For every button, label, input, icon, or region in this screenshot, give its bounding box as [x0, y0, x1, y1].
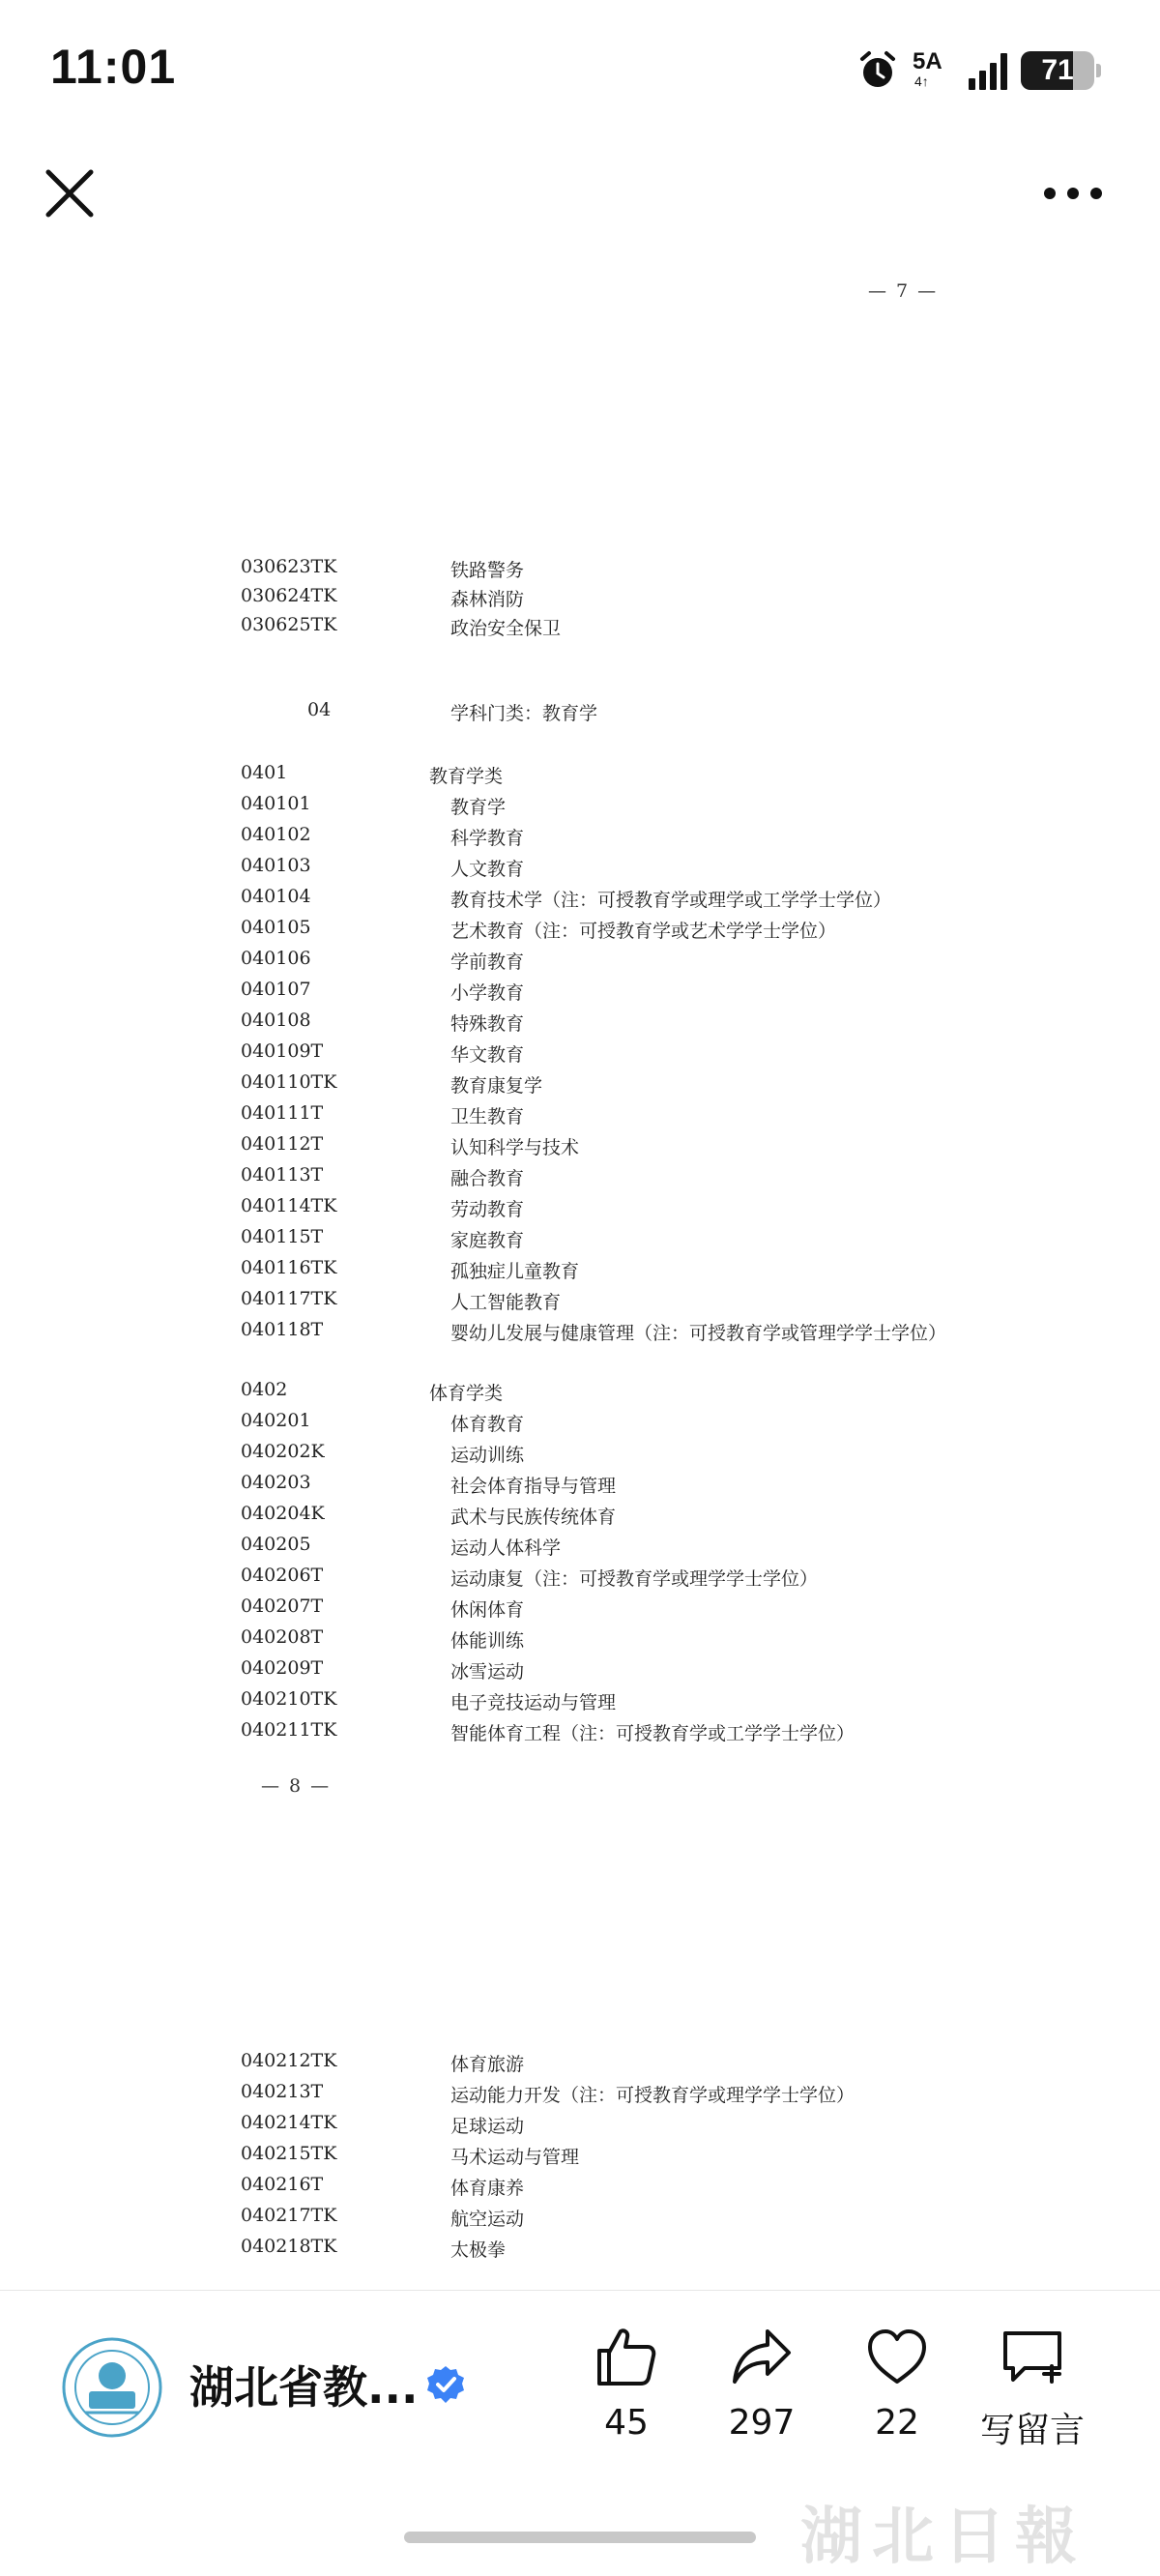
major-code: 040112T	[241, 1133, 324, 1155]
major-name: 智能体育工程（注：可授教育学或工学学士学位）	[450, 1723, 856, 1744]
major-code: 040115T	[241, 1226, 324, 1247]
major-code: 040205	[241, 1534, 311, 1555]
major-code: 040207T	[241, 1595, 324, 1617]
major-name: 体育康养	[450, 2178, 525, 2199]
major-name: 冰雪运动	[450, 1661, 525, 1683]
comment-icon	[1000, 2324, 1065, 2389]
favorite-count: 22	[875, 2403, 919, 2443]
major-name: 太极拳	[450, 2239, 507, 2261]
major-name: 华文教育	[450, 1044, 525, 1066]
major-code: 040118T	[241, 1319, 324, 1340]
major-name: 科学教育	[450, 828, 525, 849]
major-code: 040218TK	[241, 2236, 337, 2257]
page-number-top: — 7 —	[868, 280, 939, 302]
major-name: 武术与民族传统体育	[450, 1507, 617, 1528]
major-code: 040104	[241, 886, 311, 907]
write-comment-button[interactable]	[974, 2324, 1090, 2459]
home-indicator[interactable]	[404, 2532, 756, 2543]
category-name: 体育学类	[429, 1383, 504, 1404]
category-code: 0402	[241, 1379, 288, 1400]
major-code: 030623TK	[241, 556, 337, 577]
share-icon	[729, 2324, 795, 2389]
major-code: 040216T	[241, 2174, 324, 2195]
share-count: 297	[728, 2403, 796, 2443]
major-name: 政治安全保卫	[450, 618, 562, 639]
like-count: 45	[604, 2403, 649, 2443]
major-code: 040109T	[241, 1040, 324, 1062]
major-code: 040105	[241, 917, 311, 938]
major-name: 教育康复学	[450, 1075, 543, 1097]
major-name: 运动能力开发（注：可授教育学或理学学士学位）	[450, 2085, 856, 2106]
major-name: 社会体育指导与管理	[450, 1476, 617, 1497]
major-code: 040213T	[241, 2081, 324, 2102]
major-code: 040210TK	[241, 1688, 337, 1710]
major-name: 运动康复（注：可授教育学或理学学士学位）	[450, 1568, 819, 1590]
major-name: 航空运动	[450, 2209, 525, 2230]
major-code: 040110TK	[241, 1071, 337, 1093]
status-time: 11:01	[50, 40, 177, 94]
category-name: 教育学类	[429, 766, 504, 787]
account-name[interactable]: 湖北省教...	[189, 2361, 419, 2414]
major-code: 040117TK	[241, 1288, 337, 1309]
major-code: 040215TK	[241, 2143, 337, 2164]
major-code: 040211TK	[241, 1719, 337, 1741]
major-code: 040214TK	[241, 2112, 337, 2133]
discipline-code: 04	[307, 699, 332, 720]
major-name: 森林消防	[450, 589, 525, 610]
major-code: 030625TK	[241, 614, 337, 635]
heart-icon	[864, 2324, 930, 2389]
category-code: 0401	[241, 762, 288, 783]
major-name: 小学教育	[450, 982, 525, 1004]
major-name: 马术运动与管理	[450, 2147, 580, 2168]
battery-level: 71	[1041, 54, 1074, 86]
major-code: 040206T	[241, 1565, 324, 1586]
account-avatar[interactable]	[62, 2337, 162, 2438]
major-name: 婴幼儿发展与健康管理（注：可授教育学或管理学学士学位）	[450, 1323, 947, 1344]
major-code: 040106	[241, 948, 311, 969]
data-arrows: 4↑	[914, 73, 929, 89]
major-name: 铁路警务	[450, 560, 525, 581]
major-name: 特殊教育	[450, 1013, 525, 1035]
major-code: 040107	[241, 979, 311, 1000]
major-name: 人文教育	[450, 859, 525, 880]
major-code: 040114TK	[241, 1195, 337, 1216]
major-code: 040202K	[241, 1441, 325, 1462]
major-code: 040201	[241, 1410, 311, 1431]
major-name: 劳动教育	[450, 1199, 525, 1220]
major-code: 040102	[241, 824, 311, 845]
major-code: 040204K	[241, 1503, 325, 1524]
verified-badge-icon	[425, 2364, 466, 2405]
major-name: 体育旅游	[450, 2054, 525, 2075]
major-name: 认知科学与技术	[450, 1137, 580, 1158]
bottom-action-bar	[0, 2290, 1160, 2484]
major-name: 体能训练	[450, 1630, 525, 1652]
major-name: 融合教育	[450, 1168, 525, 1189]
major-name: 教育技术学（注：可授教育学或理学或工学学士学位）	[450, 890, 892, 911]
major-name: 体育教育	[450, 1414, 525, 1435]
major-code: 030624TK	[241, 585, 337, 606]
discipline-name: 学科门类：教育学	[450, 703, 598, 724]
major-code: 040208T	[241, 1626, 324, 1648]
major-name: 艺术教育（注：可授教育学或艺术学学士学位）	[450, 921, 837, 942]
favorite-button[interactable]	[839, 2324, 955, 2459]
share-button[interactable]	[704, 2324, 820, 2459]
major-code: 040116TK	[241, 1257, 337, 1278]
major-code: 040111T	[241, 1102, 324, 1124]
major-name: 运动人体科学	[450, 1537, 562, 1559]
major-code: 040203	[241, 1472, 311, 1493]
major-code: 040108	[241, 1010, 311, 1031]
major-name: 学前教育	[450, 951, 525, 973]
major-name: 足球运动	[450, 2116, 525, 2137]
network-type: 5A	[913, 48, 942, 74]
thumbs-up-icon	[594, 2324, 659, 2389]
major-name: 孤独症儿童教育	[450, 1261, 580, 1282]
major-code: 040217TK	[241, 2205, 337, 2226]
major-name: 运动训练	[450, 1445, 525, 1466]
major-code: 040212TK	[241, 2050, 337, 2071]
like-button[interactable]	[568, 2324, 684, 2459]
newspaper-watermark: 湖北日報	[800, 2501, 1087, 2573]
page-number-bottom: — 8 —	[261, 1775, 332, 1797]
major-name: 人工智能教育	[450, 1292, 562, 1313]
major-code: 040103	[241, 855, 311, 876]
major-code: 040113T	[241, 1164, 324, 1186]
major-code: 040101	[241, 793, 311, 814]
write-comment-label: 写留言	[979, 2411, 1085, 2450]
major-name: 教育学	[450, 797, 507, 818]
major-name: 卫生教育	[450, 1106, 525, 1127]
major-name: 电子竞技运动与管理	[450, 1692, 617, 1713]
major-code: 040209T	[241, 1657, 324, 1679]
major-name: 家庭教育	[450, 1230, 525, 1251]
major-name: 休闲体育	[450, 1599, 525, 1621]
